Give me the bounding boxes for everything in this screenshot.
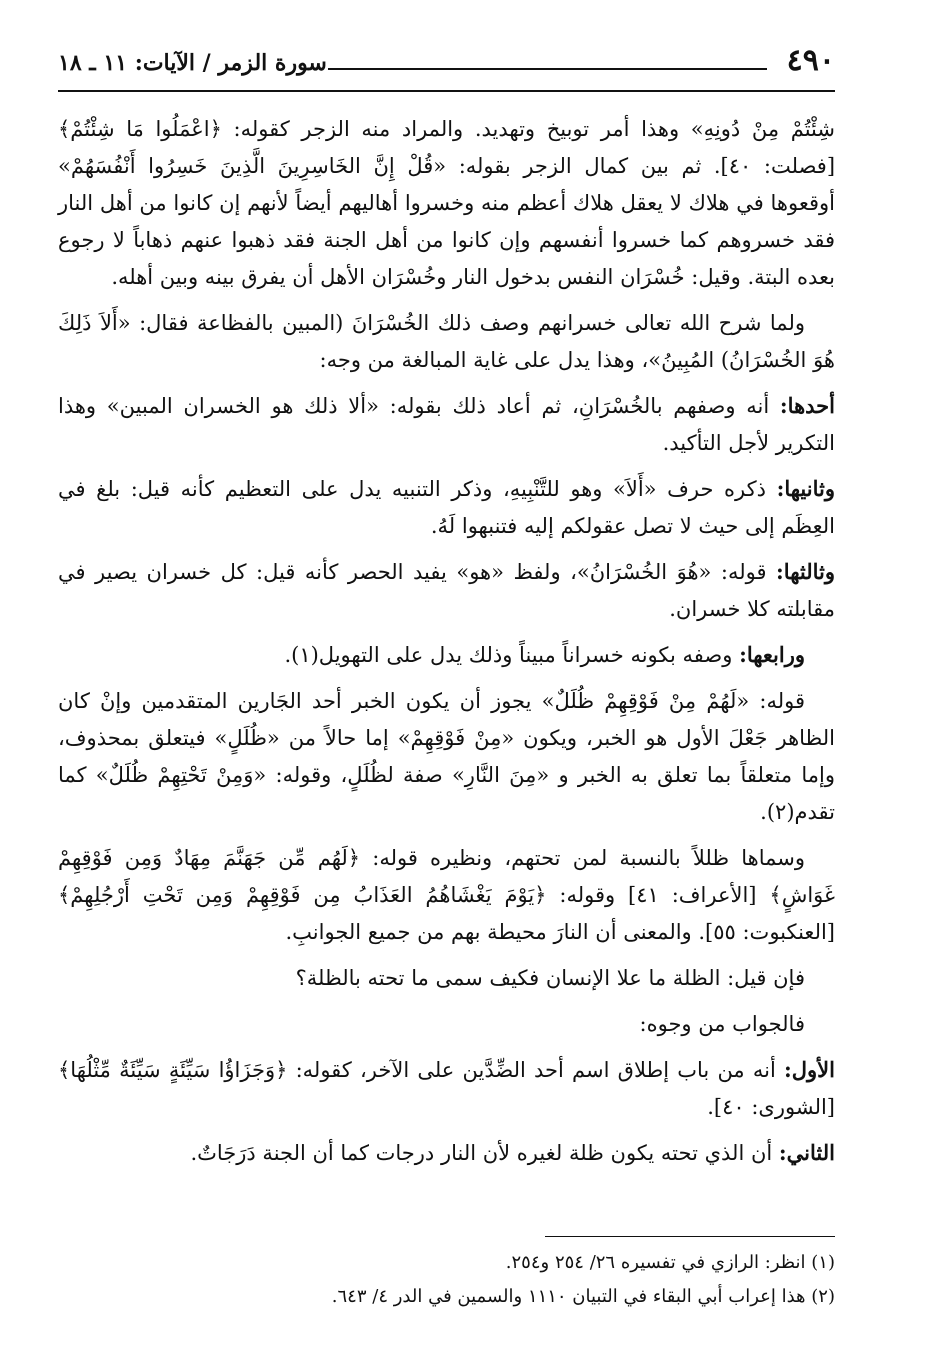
- paragraph-9: [58, 959, 835, 997]
- paragraph-10: [58, 1005, 835, 1043]
- paragraph-text: وصفه بكونه خسراناً مبيناً وذلك يدل على التهويل(١).: [284, 643, 733, 667]
- paragraph-text: قوله: «لَهُمْ مِنْ فَوْقِهِمْ ظُلَلٌ» يجوز أن يكون الخبر أحد الجَارين المتقدمين وإنْ كان الظاهر جَعْلَ الأول هو الخبر، ويكون «مِنْ فَوْقِهِمْ» إما حالاً من «ظُلَلٍ» فيتعلق بمحذوف، وإما متعلقاً بما تعلق به الخبر و «مِنَ النَّارِ» صفة لظُلَلٍ، وقوله: «وَمِنْ تَحْتِهِمْ ظُلَلٌ» كما تقدم(٢).: [58, 689, 835, 824]
- paragraph-text: أنه من باب إطلاق اسم أحد الضِّدَّين على الآخر، كقوله: ﴿وَجَزَاؤُا سَيِّئَةٍ سَيِّئَةٌ مِّثْلُهَا﴾ [الشورى: ٤٠].: [58, 1058, 835, 1119]
- footnotes: [58, 1246, 835, 1314]
- paragraph-text: قوله: «هُوَ الخُسْرَانُ»، ولفظ «هو» يفيد الحصر كأنه قيل: كل خسران يصير في مقابلته كلا خسران.: [58, 560, 835, 621]
- paragraph-lead: أحدها:: [779, 393, 835, 418]
- paragraph-12: [58, 1134, 835, 1172]
- paragraph-4: [58, 470, 835, 545]
- page-header: [58, 44, 835, 84]
- paragraph-text: أنه وصفهم بالخُسْرَانِ، ثم أعاد ذلك بقوله: «ألا ذلك هو الخسران المبين» وهذا التكرير لأجل التأكيد.: [58, 394, 835, 455]
- paragraph-5: [58, 553, 835, 628]
- paragraph-text: أن الذي تحته يكون ظلة لغيره لأن النار درجات كما أن الجنة دَرَجَاتٌ.: [190, 1141, 773, 1165]
- paragraph-6: [58, 636, 835, 674]
- paragraph-8: [58, 839, 835, 951]
- paragraph-text: وسماها ظللاً بالنسبة لمن تحتهم، ونظيره قوله: ﴿لَهُم مِّن جَهَنَّمَ مِهَادٌ وَمِن فَوْقِهِمْ غَوَاشٍ﴾ [الأعراف: ٤١] وقوله: ﴿يَوْمَ يَغْشَاهُمُ العَذَابُ مِن فَوْقِهِمْ وَمِن تَحْتِ أَرْجُلِهِمْ﴾ [العنكبوت: ٥٥]. والمعنى أن النارَ محيطة بهم من جميع الجوانبِ.: [58, 846, 835, 944]
- paragraph-7: [58, 682, 835, 831]
- running-title: سورة الزمر / الآيات: ١١ ـ ١٨: [58, 50, 327, 76]
- paragraph-1: [58, 110, 835, 296]
- paragraph-lead: وثانيها:: [776, 476, 835, 501]
- paragraph-text: ولما شرح الله تعالى خسرانهم وصف ذلك الخُسْرَانَ (المبين بالفظاعة فقال: «أَلاَ ذَلِكَ هُوَ الخُسْرَانُ) المُبِينُ»، وهذا يدل على غاية المبالغة من وجه:: [58, 311, 835, 372]
- paragraph-lead: الأول:: [784, 1057, 835, 1082]
- paragraph-text: ذكره حرف «أَلاَ» وهو للتَّنْبِيهِ، وذكر التنبيه يدل على التعظيم كأنه قيل: بلغ في العِظَم إلى حيث لا تصل عقولكم إليه فتنبهوا لَهُ.: [58, 477, 835, 538]
- paragraph-3: [58, 387, 835, 462]
- paragraph-lead: الثاني:: [778, 1140, 835, 1165]
- footnote-2: (٢) هذا إعراب أبي البقاء في التبيان ١١١٠ والسمين في الدر ٤/ ٦٤٣.: [331, 1286, 835, 1307]
- page-number: ٤٩٠: [786, 43, 835, 78]
- header-line: [328, 68, 767, 70]
- paragraph-lead: وثالثها:: [776, 559, 835, 584]
- paragraph-text: فالجواب من وجوه:: [639, 1012, 805, 1036]
- paragraph-2: [58, 304, 835, 379]
- header-rule: [58, 90, 835, 92]
- footnote-rule: [545, 1236, 835, 1237]
- paragraph-11: [58, 1051, 835, 1126]
- main-text: [58, 110, 835, 1180]
- paragraph-lead: ورابعها:: [739, 642, 805, 667]
- paragraph-text: فإن قيل: الظلة ما علا الإنسان فكيف سمى ما تحته بالظلة؟: [295, 966, 805, 990]
- footnote-1: (١) انظر: الرازي في تفسيره ٢٦/ ٢٥٤ و٢٥٤.: [505, 1252, 835, 1273]
- paragraph-text: شِئْتُمْ مِنْ دُونِهِ» وهذا أمر توبيخ وتهديد. والمراد منه الزجر كقوله: ﴿اعْمَلُوا مَا شِئْتُمْ﴾ [فصلت: ٤٠]. ثم بين كمال الزجر بقوله: «قُلْ إِنَّ الخَاسِرِينَ الَّذِينَ خَسِرُوا أَنْفُسَهُمْ» أوقعوها في هلاك لا يعقل هلاك أعظم منه وخسروا أهاليهم أيضاً لأنهم إن كانوا من أهل النار فقد خسروهم كما خسروا أنفسهم وإن كانوا من أهل الجنة فقد ذهبوا عنهم ذهاباً لا رجوع بعده البتة. وقيل: خُسْرَان النفس بدخول النار وخُسْرَان الأهل أن يفرق بينه وبين أهله.: [58, 117, 836, 289]
